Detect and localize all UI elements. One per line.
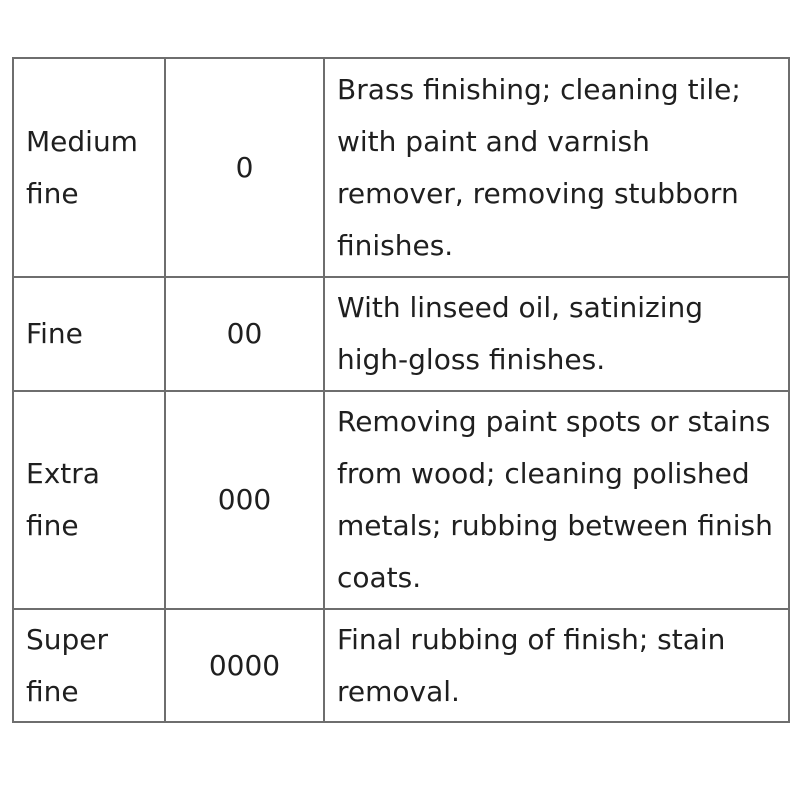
- uses-cell: Brass finishing; cleaning tile; with paint and varnish remover, removing stubborn finishes.: [324, 58, 789, 277]
- number-cell: 0: [165, 58, 324, 277]
- table-row: [13, 58, 789, 277]
- grade-cell: Extra fine: [13, 391, 165, 609]
- grade-cell: Super fine: [13, 609, 165, 722]
- grade-cell: Fine: [13, 277, 165, 391]
- table-body: [13, 58, 789, 722]
- uses-cell: Final rubbing of finish; stain removal.: [324, 609, 789, 722]
- table-row: [13, 277, 789, 391]
- table-row: [13, 391, 789, 609]
- uses-cell: Removing paint spots or stains from wood; cleaning polished metals; rubbing between finish coats.: [324, 391, 789, 609]
- grade-cell: Medium fine: [13, 58, 165, 277]
- number-cell: 0000: [165, 609, 324, 722]
- number-cell: 00: [165, 277, 324, 391]
- table-row: [13, 609, 789, 722]
- number-cell: 000: [165, 391, 324, 609]
- steel-wool-grade-table: [12, 57, 790, 723]
- uses-cell: With linseed oil, satinizing high-gloss finishes.: [324, 277, 789, 391]
